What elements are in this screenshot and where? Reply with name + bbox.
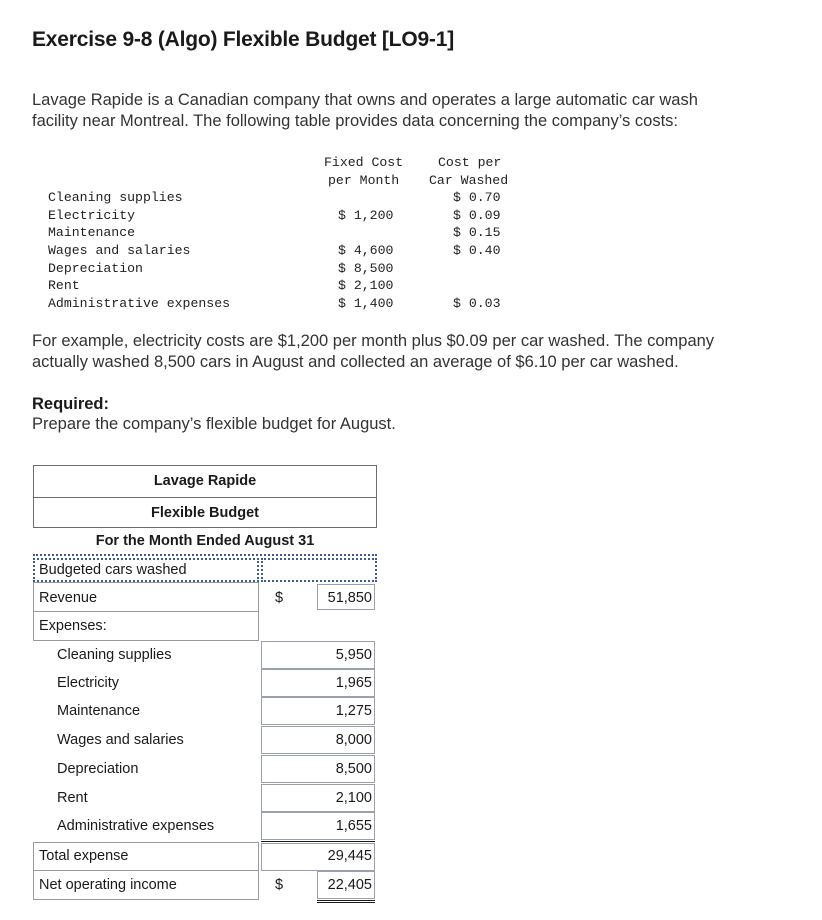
cost-row-fixed: $ 1,400 <box>338 296 394 311</box>
cars-washed-input[interactable] <box>261 558 377 582</box>
expense-label-wages: Wages and salaries <box>57 732 184 748</box>
expense-label-rent: Rent <box>57 790 88 806</box>
revenue-value: 51,850 <box>327 590 372 606</box>
noi-double-rule <box>317 900 375 903</box>
intro-line-1: Lavage Rapide is a Canadian company that owns and operates a large automatic car wash <box>32 91 698 109</box>
expenses-label: Expenses: <box>39 618 107 634</box>
cost-row-variable: $ 0.70 <box>453 190 501 205</box>
expense-value-admin: 1,655 <box>335 818 372 834</box>
cars-label: Budgeted cars washed <box>39 562 187 578</box>
noi-value: 22,405 <box>327 877 372 893</box>
statement-title: Flexible Budget <box>151 505 259 521</box>
variable-cost-header-line-1: Cost per <box>438 155 502 170</box>
cost-row-fixed: $ 4,600 <box>338 243 394 258</box>
cost-row-label: Wages and salaries <box>48 243 191 258</box>
cost-row-variable: $ 0.09 <box>453 208 501 223</box>
intro-paragraph <box>32 90 698 132</box>
cost-row-label: Rent <box>48 278 80 293</box>
total-expense-label: Total expense <box>39 848 129 864</box>
total-rule <box>261 841 375 842</box>
cost-row-variable: $ 0.15 <box>453 225 501 240</box>
expense-label-cleaning: Cleaning supplies <box>57 647 172 663</box>
cost-row-variable: $ 0.40 <box>453 243 501 258</box>
cost-row-fixed: $ 8,500 <box>338 261 394 276</box>
required-label: Required: <box>32 395 110 413</box>
cost-data-table <box>48 154 548 314</box>
example-line-2: actually washed 8,500 cars in August and collected an average of $6.10 per car washed. <box>32 353 679 371</box>
expense-value-maintenance: 1,275 <box>335 703 372 719</box>
expense-label-maintenance: Maintenance <box>57 703 141 719</box>
total-expense-value: 29,445 <box>327 848 372 864</box>
cost-row-label: Administrative expenses <box>48 296 231 311</box>
expense-value-depreciation: 8,500 <box>335 761 372 777</box>
expense-label-depreciation: Depreciation <box>57 761 139 777</box>
flexible-budget-form <box>33 465 377 903</box>
fixed-cost-header-line-2: per Month <box>328 173 400 188</box>
cost-row-label: Cleaning supplies <box>48 190 183 205</box>
example-line-1: For example, electricity costs are $1,200 per month plus $0.09 per car washed. The company <box>32 332 715 350</box>
required-text: Prepare the company’s flexible budget for August. <box>32 415 396 433</box>
cost-row-label: Electricity <box>48 208 136 223</box>
noi-label: Net operating income <box>39 877 177 893</box>
expense-value-cleaning: 5,950 <box>335 647 372 663</box>
cost-row-fixed: $ 1,200 <box>338 208 394 223</box>
cost-row-label: Maintenance <box>48 225 136 240</box>
revenue-currency: $ <box>275 590 284 606</box>
fixed-cost-header-line-1: Fixed Cost <box>324 155 404 170</box>
expense-label-electricity: Electricity <box>57 675 120 691</box>
header-separator <box>33 554 377 556</box>
expense-value-wages: 8,000 <box>335 732 372 748</box>
example-paragraph <box>32 331 714 373</box>
variable-cost-header-line-2: Car Washed <box>429 173 509 188</box>
expense-value-rent: 2,100 <box>335 790 372 806</box>
expense-value-electricity: 1,965 <box>335 675 372 691</box>
cost-row-fixed: $ 2,100 <box>338 278 394 293</box>
revenue-label: Revenue <box>39 590 98 606</box>
company-name: Lavage Rapide <box>153 473 257 489</box>
cost-row-variable: $ 0.03 <box>453 296 501 311</box>
statement-period: For the Month Ended August 31 <box>95 533 315 549</box>
cost-row-label: Depreciation <box>48 261 143 276</box>
intro-line-2: facility near Montreal. The following table provides data concerning the company’s costs: <box>32 112 678 130</box>
noi-currency: $ <box>275 877 284 893</box>
expense-label-admin: Administrative expenses <box>57 818 215 834</box>
exercise-title: Exercise 9-8 (Algo) Flexible Budget [LO9-1] <box>32 28 454 51</box>
